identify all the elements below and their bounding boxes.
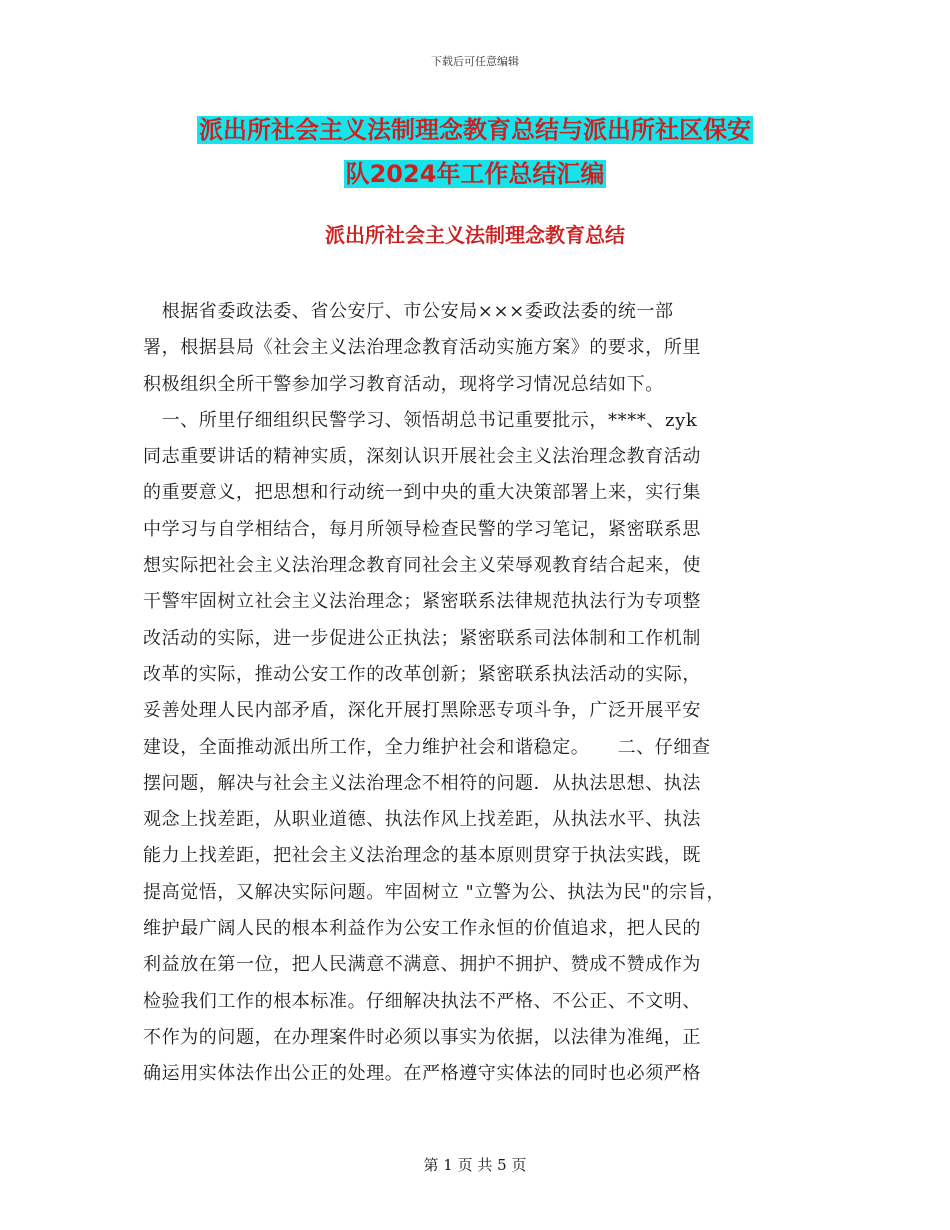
body-line: 根据省委政法委、省公安厅、市公安局×××委政法委的统一部 — [143, 301, 674, 322]
body-line: 积极组织全所干警参加学习教育活动，现将学习情况总结如下。 — [143, 373, 664, 395]
body-line: 干警牢固树立社会主义法治理念；紧密联系法律规范执法行为专项整 — [143, 591, 701, 613]
body-line: 提高觉悟，又解决实际问题。牢固树立 "立警为公、执法为民"的宗旨， — [143, 881, 726, 903]
body-line: 确运用实体法作出公正的处理。在严格遵守实体法的同时也必须严格 — [143, 1063, 701, 1085]
title-line-1-text: 派出所社会主义法制理念教育总结与派出所社区保安 — [199, 116, 751, 144]
body-line: 能力上找差距，把社会主义法治理念的基本原则贯穿于执法实践，既 — [143, 845, 701, 867]
body-line: 妥善处理人民内部矛盾，深化开展打黑除恶专项斗争，广泛开展平安 — [143, 700, 701, 722]
section-title: 派出所社会主义法制理念教育总结 — [325, 223, 625, 247]
body-line: 改活动的实际，进一步促进公正执法；紧密联系司法体制和工作机制 — [143, 627, 701, 649]
body-line: 同志重要讲话的精神实质，深刻认识开展社会主义法治理念教育活动 — [143, 446, 701, 468]
body-line: 建设，全面推动派出所工作，全力维护社会和谐稳定。 二、仔细查 — [143, 736, 711, 758]
body-line: 摆问题，解决与社会主义法治理念不相符的问题．从执法思想、执法 — [143, 772, 701, 794]
body-line: 利益放在第一位，把人民满意不满意、拥护不拥护、赞成不赞成作为 — [143, 954, 701, 976]
body-line: 检验我们工作的根本标准。仔细解决执法不严格、不公正、不文明、 — [143, 990, 701, 1012]
body-line: 的重要意义，把思想和行动统一到中央的重大决策部署上来，实行集 — [143, 482, 701, 504]
body-text — [143, 294, 813, 1093]
body-line: 署，根据县局《社会主义法治理念教育活动实施方案》的要求，所里 — [143, 337, 701, 359]
body-line: 改革的实际，推动公安工作的改革创新；紧密联系执法活动的实际， — [143, 663, 701, 685]
body-line: 想实际把社会主义法治理念教育同社会主义荣辱观教育结合起来，使 — [143, 555, 701, 577]
body-line: 不作为的问题，在办理案件时必须以事实为依据，以法律为准绳，正 — [143, 1026, 701, 1048]
page-number-footer: 第 1 页 共 5 页 — [423, 1156, 527, 1174]
document-title-line-2 — [0, 157, 950, 191]
document-title-line-1 — [0, 113, 950, 147]
body-line: 观念上找差距，从职业道德、执法作风上找差距，从执法水平、执法 — [143, 809, 701, 831]
body-line: 中学习与自学相结合，每月所领导检查民警的学习笔记，紧密联系思 — [143, 518, 701, 540]
body-line: 一、所里仔细组织民警学习、领悟胡总书记重要批示，****、zyk — [143, 409, 698, 431]
header-note: 下载后可任意编辑 — [431, 55, 519, 68]
title-line-2-text: 队2024年工作总结汇编 — [345, 160, 605, 188]
body-line: 维护最广阔人民的根本利益作为公安工作永恒的价值追求，把人民的 — [143, 918, 701, 940]
